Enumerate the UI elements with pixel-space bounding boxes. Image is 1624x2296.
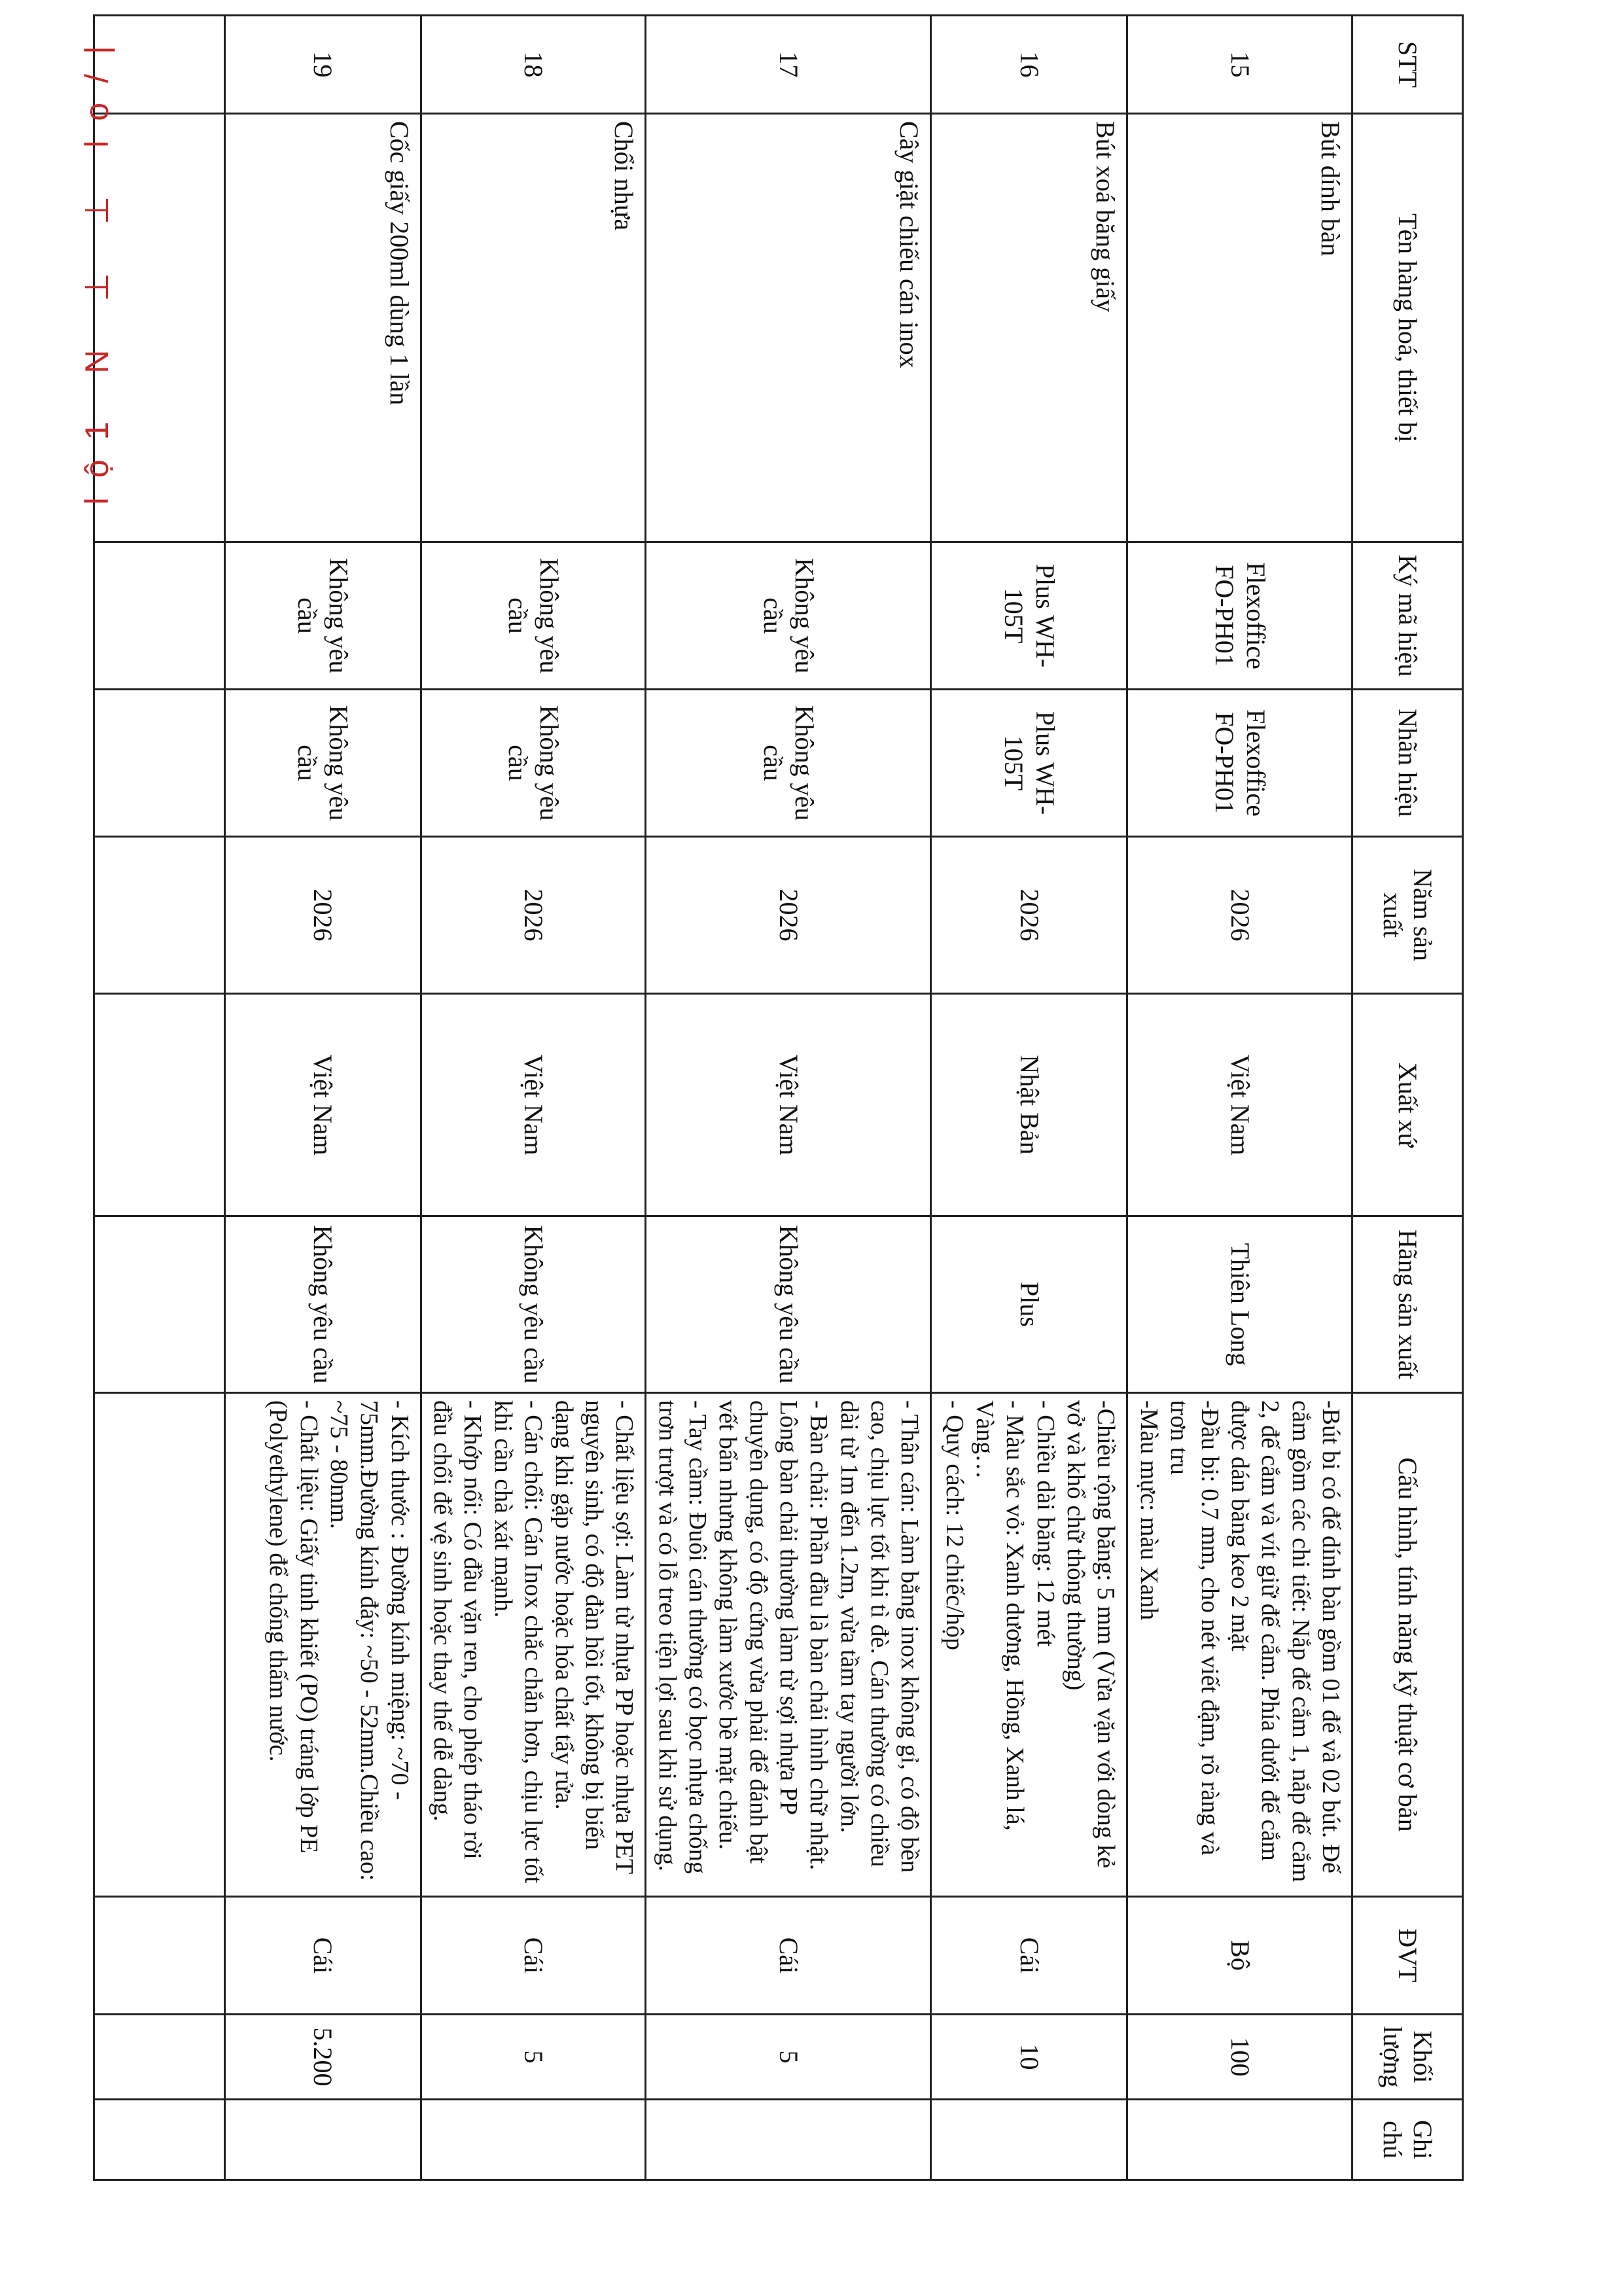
- page-number-stamp: lộ1 N ⊥ ⊥ lo/|: [79, 26, 115, 505]
- spec-line: - Quy cách: 12 chiếc/hộp: [940, 1400, 968, 1650]
- header-name: Tên hàng hoá, thiết bị: [1352, 114, 1463, 542]
- cell-unit: Cái: [224, 1897, 421, 2015]
- table-row: [1127, 16, 1352, 2180]
- spec-line: -Đầu bi: 0.7 mm, cho nét viết đậm, rõ ràng và trơn tru: [1165, 1400, 1224, 1856]
- empty-cell: [94, 2015, 224, 2100]
- cell-year: 2026: [421, 837, 646, 994]
- cell-maker: Plus: [931, 1216, 1127, 1393]
- header-stt: STT: [1352, 16, 1463, 114]
- cell-origin: Việt Nam: [224, 994, 421, 1216]
- spec-line: - Tay cầm: Đuôi cán thường có bọc nhựa chống trơn trượt và có lỗ treo tiện lợi sau khi sử dụng.: [653, 1400, 711, 1874]
- cell-note: [646, 2100, 931, 2180]
- cell-name: Bút dính bàn: [1127, 114, 1352, 542]
- cell-note: [1127, 2100, 1352, 2180]
- spec-line: - Cán chổi: Cán Inox chắc chắn hơn, chịu lực tốt khi cần chà xát mạnh.: [489, 1400, 548, 1884]
- cell-origin: Việt Nam: [1127, 994, 1352, 1216]
- header-brand: Nhãn hiệu: [1352, 690, 1463, 837]
- cell-name: Chổi nhựa: [421, 114, 646, 542]
- cell-qty: 5: [646, 2015, 931, 2100]
- empty-cell: [94, 1393, 224, 1897]
- cell-note: [931, 2100, 1127, 2180]
- cell-spec: [646, 1393, 931, 1897]
- cell-unit: Cái: [931, 1897, 1127, 2015]
- cell-model: Không yêu cầu: [646, 542, 931, 690]
- cell-model: Không yêu cầu: [224, 542, 421, 690]
- spec-line: -Chiều rộng băng: 5 mm (Vừa vặn với dòng kẻ vở và khổ chữ thông thường): [1062, 1400, 1120, 1869]
- spec-line: - Chiều dài băng: 12 mét: [1031, 1400, 1059, 1647]
- empty-cell: [94, 542, 224, 690]
- cell-model: Không yêu cầu: [421, 542, 646, 690]
- cell-name: Cốc giấy 200ml dùng 1 lần: [224, 114, 421, 542]
- cell-stt: 15: [1127, 16, 1352, 114]
- cell-maker: Không yêu cầu: [421, 1216, 646, 1393]
- cell-spec: [1127, 1393, 1352, 1897]
- cell-origin: Việt Nam: [646, 994, 931, 1216]
- cell-qty: 5.200: [224, 2015, 421, 2100]
- cell-brand: Flexoffice FO-PH01: [1127, 690, 1352, 837]
- header-unit: ĐVT: [1352, 1897, 1463, 2015]
- empty-cell: [94, 837, 224, 994]
- cell-note: [224, 2100, 421, 2180]
- spec-line: -Bút bi có đế dính bàn gồm 01 đế và 02 bút. Đế cắm gồm các chi tiết: Nắp đế cắm 1, nắp đế cắm 2, đế cắm và vít giữ đế cắm. Phía dưới đế cắm được dán băng keo 2 mặt: [1226, 1400, 1345, 1882]
- spec-line: - Khớp nối: Có đầu vặn ren, cho phép tháo rời đầu chổi để vệ sinh hoặc thay thế dễ dàng.: [429, 1400, 487, 1860]
- cell-brand: Không yêu cầu: [421, 690, 646, 837]
- cell-unit: Cái: [646, 1897, 931, 2015]
- table-row: [421, 16, 646, 2180]
- cell-qty: 100: [1127, 2015, 1352, 2100]
- spec-line: - Kích thước : Đường kính miệng: ~70 - 75mm.Đường kính đáy: ~50 - 52mm.Chiều cao: ~75 - 80mm.: [325, 1400, 414, 1881]
- spec-line: - Chất liệu: Giấy tinh khiết (PO) tráng lớp PE (Polyethylene) để chống thấm nước.: [264, 1400, 323, 1854]
- cell-unit: Cái: [421, 1897, 646, 2015]
- cell-spec: [421, 1393, 646, 1897]
- cell-brand: Không yêu cầu: [646, 690, 931, 837]
- header-note: Ghi chú: [1352, 2100, 1463, 2180]
- equipment-spec-table: [93, 14, 1464, 2181]
- header-maker: Hãng sản xuất: [1352, 1216, 1463, 1393]
- spec-line: - Bàn chải: Phần đầu là bàn chải hình chữ nhật. Lông bàn chải thường làm từ sợi nhựa PP chuyên dụng, có độ cứng vừa phải để đánh bật vết bẩn nhưng không làm xước bề mặt chiếu.: [714, 1400, 833, 1871]
- table-header-row: [1352, 16, 1463, 2180]
- cell-spec: [931, 1393, 1127, 1897]
- cell-spec: [224, 1393, 421, 1897]
- cell-stt: 17: [646, 16, 931, 114]
- cell-year: 2026: [1127, 837, 1352, 994]
- header-spec: Cấu hình, tính năng kỹ thuật cơ bản: [1352, 1393, 1463, 1897]
- empty-cell: [94, 994, 224, 1216]
- cell-stt: 18: [421, 16, 646, 114]
- table-row: [224, 16, 421, 2180]
- header-origin: Xuất xứ: [1352, 994, 1463, 1216]
- cell-name: Cây giặt chiếu cán inox: [646, 114, 931, 542]
- spec-line: -Màu mực: màu Xanh: [1135, 1400, 1163, 1621]
- empty-cell: [94, 1216, 224, 1393]
- cell-maker: Không yêu cầu: [646, 1216, 931, 1393]
- table-row: [646, 16, 931, 2180]
- cell-stt: 19: [224, 16, 421, 114]
- empty-cell: [94, 1897, 224, 2015]
- cell-origin: Nhật Bản: [931, 994, 1127, 1216]
- cell-brand: Plus WH-105T: [931, 690, 1127, 837]
- cell-qty: 10: [931, 2015, 1127, 2100]
- header-year: Năm sản xuất: [1352, 837, 1463, 994]
- cell-model: Plus WH-105T: [931, 542, 1127, 690]
- spec-line: - Thân cán: Làm bằng inox không gỉ, có độ bền cao, chịu lực tốt khi tì đè. Cán thường có chiều dài từ 1m đến 1.2m, vừa tầm tay người lớn.: [835, 1400, 924, 1873]
- cell-note: [421, 2100, 646, 2180]
- cell-model: Flexoffice FO-PH01: [1127, 542, 1352, 690]
- cell-origin: Việt Nam: [421, 994, 646, 1216]
- table-row: [931, 16, 1127, 2180]
- cell-year: 2026: [646, 837, 931, 994]
- empty-cell: [94, 2100, 224, 2180]
- cell-brand: Không yêu cầu: [224, 690, 421, 837]
- table-body: [94, 16, 1352, 2180]
- cell-name: Bút xoá băng giấy: [931, 114, 1127, 542]
- cell-stt: 16: [931, 16, 1127, 114]
- spec-line: - Chất liệu sợi: Làm từ nhựa PP hoặc nhựa PET nguyên sinh, có độ đàn hồi tốt, không bị biến dạng khi gặp nước hoặc hóa chất tẩy rửa.: [550, 1400, 639, 1874]
- spec-line: - Màu sắc vỏ: Xanh dương, Hồng, Xanh lá, Vàng…: [971, 1400, 1029, 1831]
- empty-cell: [94, 690, 224, 837]
- cell-qty: 5: [421, 2015, 646, 2100]
- cell-maker: Không yêu cầu: [224, 1216, 421, 1393]
- cell-maker: Thiên Long: [1127, 1216, 1352, 1393]
- cell-year: 2026: [224, 837, 421, 994]
- header-qty: Khối lượng: [1352, 2015, 1463, 2100]
- cell-year: 2026: [931, 837, 1127, 994]
- header-model: Ký mã hiệu: [1352, 542, 1463, 690]
- cell-unit: Bộ: [1127, 1897, 1352, 2015]
